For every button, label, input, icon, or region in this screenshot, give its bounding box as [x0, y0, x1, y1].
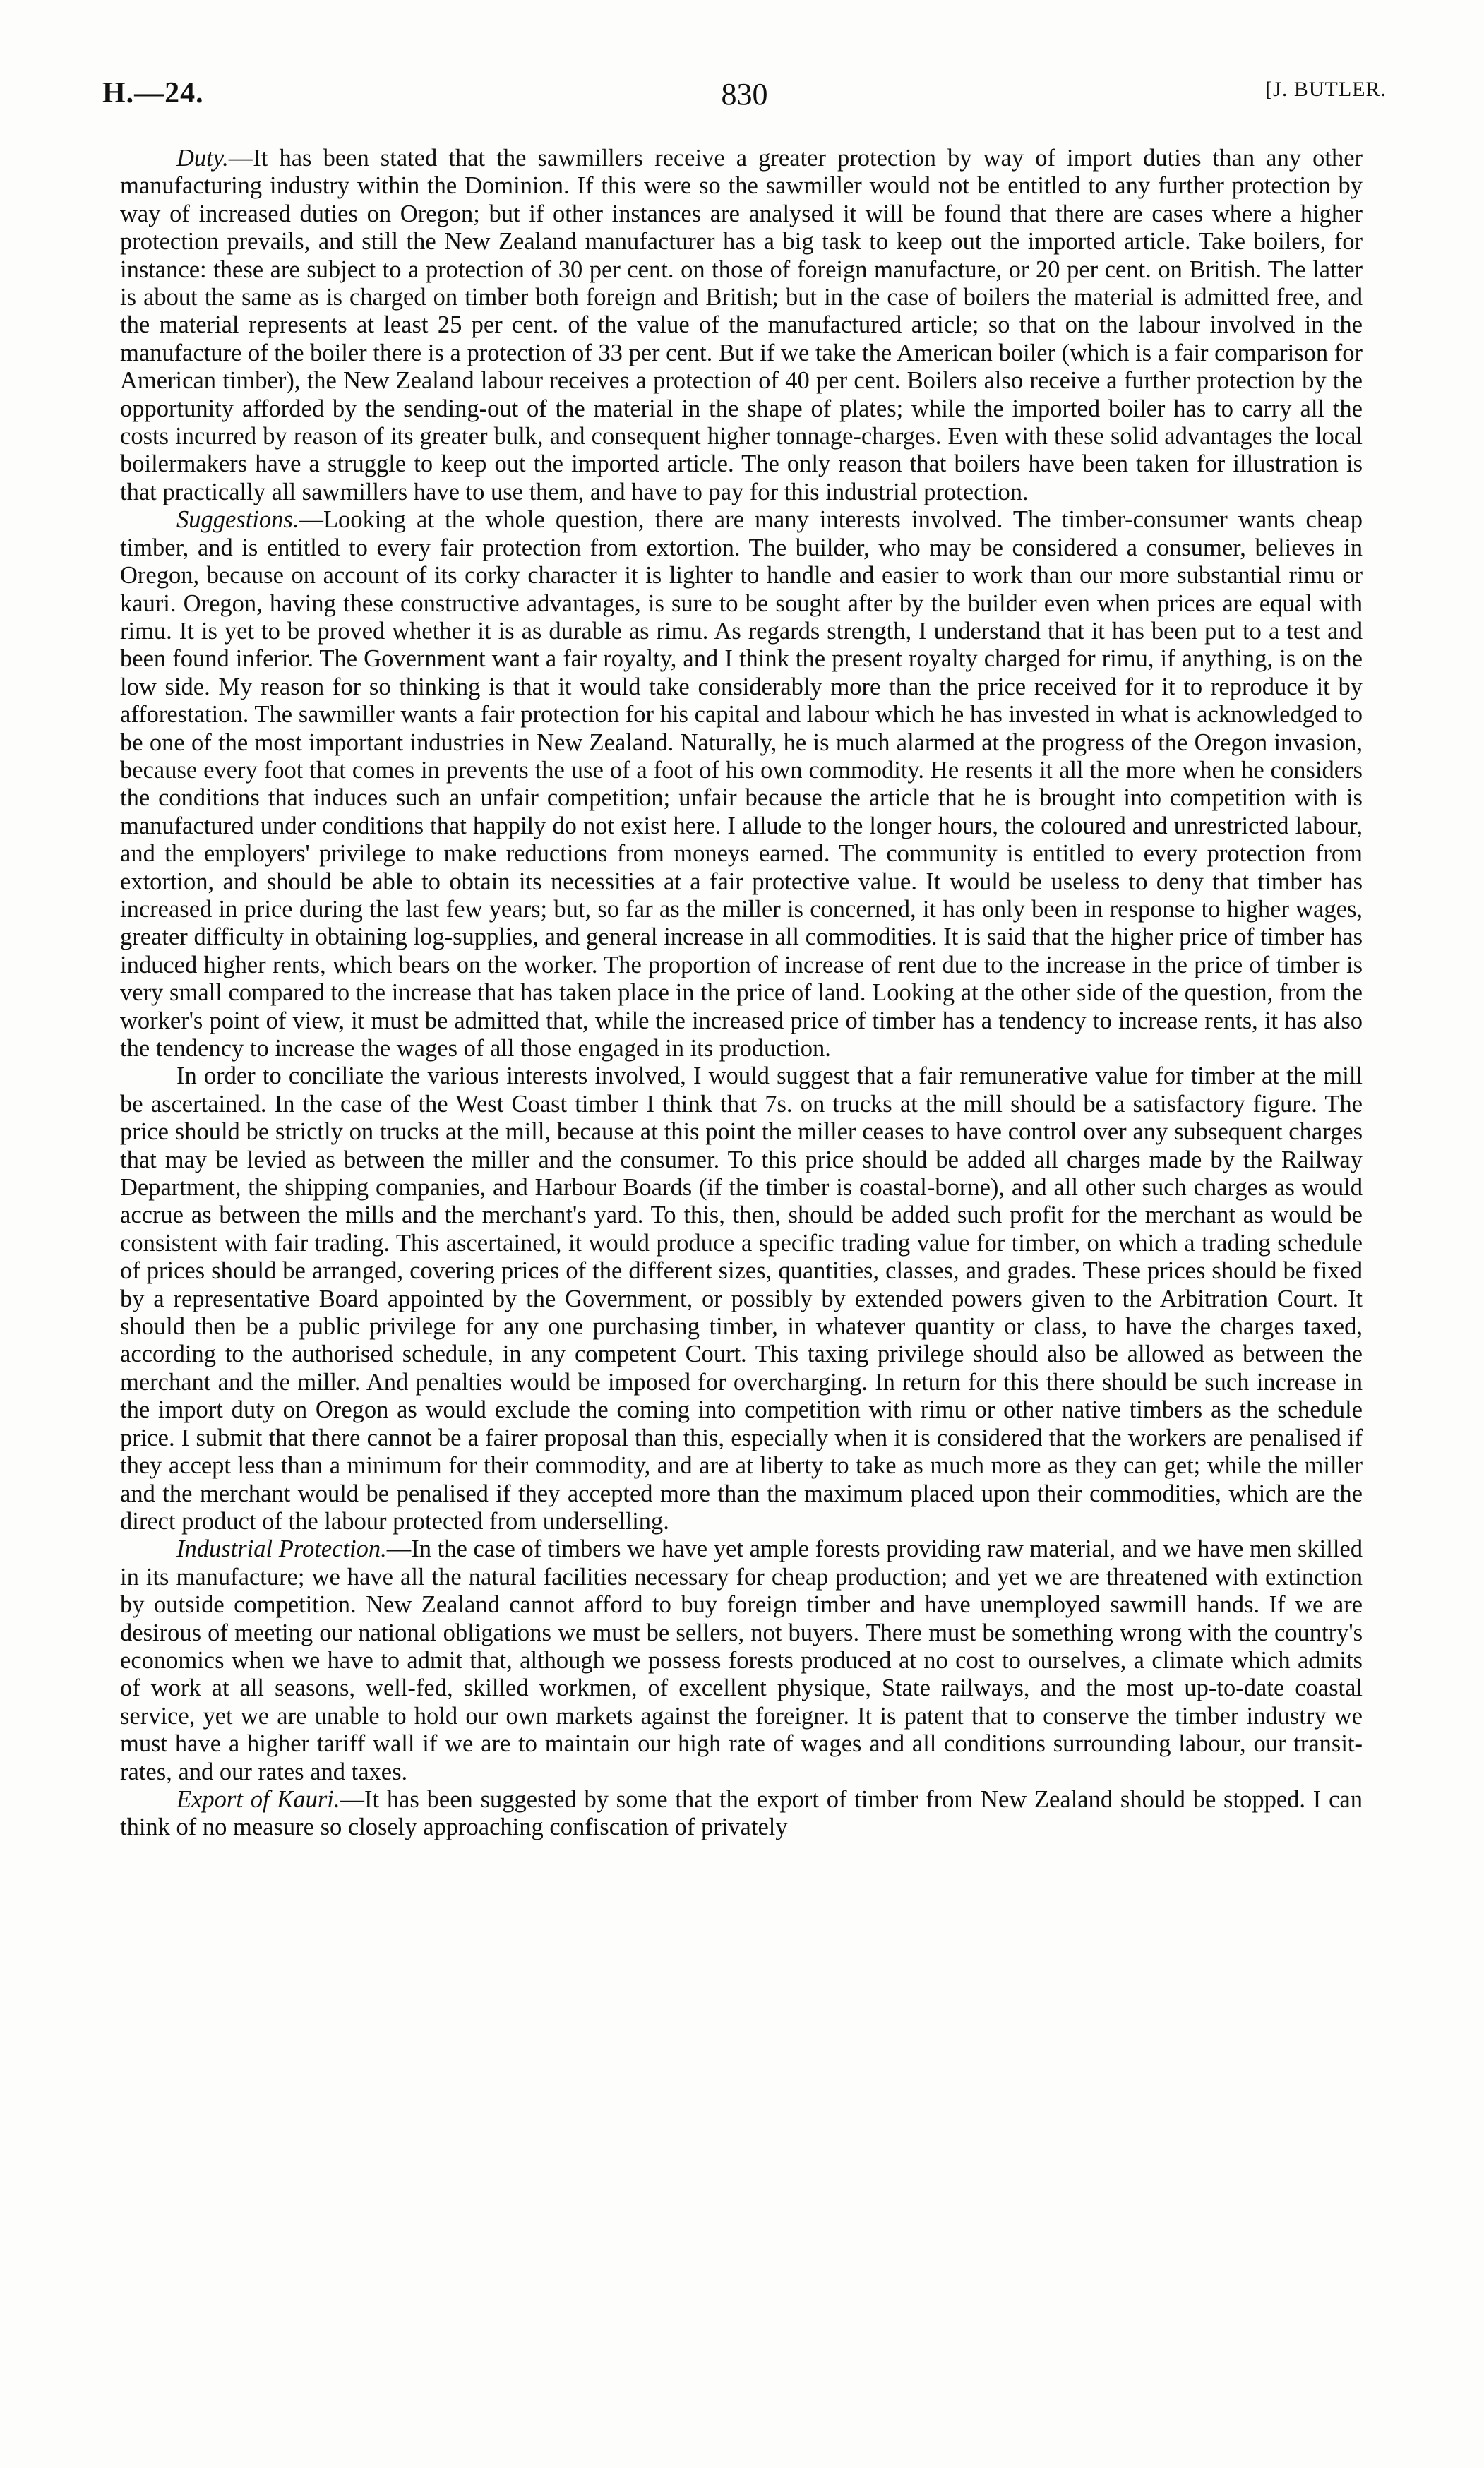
paragraph-text: —It has been stated that the sawmillers receive a greater protection by way of import duties than any other manufacturing industry within the Dominion. If this were so the sawmiller would not be entitled to any further protection by way of increased duties on Oregon; but if other instances are analysed it will be found that there are cases where a higher protection prevails, and still the New Zealand manufacturer has a big task to keep out the imported article. Take boilers, for instance: these are subject to a protection of 30 per cent. on those of foreign manufacture, or 20 per cent. on British. The latter is about the same as is charged on timber both foreign and British; but in the case of boilers the material is admitted free, and the material represents at least 25 per cent. of the value of the manufactured article; so that on the labour involved in the manufacture of the boiler there is a protection of 33 per cent. But if we take the American boiler (which is a fair comparison for American timber), the New Zealand labour receives a protection of 40 per cent. Boilers also receive a further protection by the opportunity afforded by the sending-out of the material in the shape of plates; while the imported boiler has to carry all the costs incurred by reason of its greater bulk, and consequent higher tonnage-charges. Even with these solid advantages the local boilermakers have a struggle to keep out the imported article. The only reason that boilers have been taken for illustration is that practically all sawmillers have to use them, and have to pay for this industrial protection. [120, 145, 1363, 505]
document-code: H.—24. [102, 77, 204, 109]
paragraph-suggestions [120, 506, 1363, 1062]
section-heading-duty: Duty. [176, 145, 229, 172]
paragraph-text: —In the case of timbers we have yet ample forests providing raw material, and we have men skilled in its manufacture; we have all the natural facilities necessary for cheap production; and yet we are threatened with extinction by outside competition. New Zealand cannot afford to buy foreign timber and have unemployed sawmill hands. If we are desirous of meeting our national obligations we must be sellers, not buyers. There must be something wrong with the country's economics when we have to admit that, although we possess forests produced at no cost to ourselves, a climate which admits of work at all seasons, well-fed, skilled workmen, of excellent physique, State railways, and the most up-to-date coastal service, yet we are unable to hold our own markets against the foreigner. It is patent that to conserve the timber industry we must have a higher tariff wall if we are to maintain our high rate of wages and all conditions surrounding labour, our transit-rates, and our rates and taxes. [120, 1535, 1363, 1785]
paragraph-text: —It has been suggested by some that the export of timber from New Zealand should be stopped. I can think of no measure so closely approaching confiscation of privately [120, 1785, 1363, 1841]
paragraph-conciliation [120, 1062, 1363, 1535]
page-header [102, 76, 1387, 121]
section-heading-suggestions: Suggestions. [176, 506, 299, 534]
paragraph-duty [120, 145, 1363, 506]
paragraph-export-of-kauri [120, 1786, 1363, 1842]
page-number: 830 [721, 77, 768, 112]
paragraph-industrial-protection [120, 1535, 1363, 1786]
section-heading-industrial-protection: Industrial Protection. [176, 1535, 387, 1563]
body-text [120, 145, 1363, 1842]
paragraph-text: —Looking at the whole question, there are many interests involved. The timber-consumer wants cheap timber, and is entitled to every fair protection from extortion. The builder, who may be considered a consumer, believes in Oregon, because on account of its corky character it is lighter to handle and easier to work than our more substantial rimu or kauri. Oregon, having these constructive advantages, is sure to be sought after by the builder even when prices are equal with rimu. It is yet to be proved whether it is as durable as rimu. As regards strength, I understand that it has been put to a test and been found inferior. The Government want a fair royalty, and I think the present royalty charged for rimu, if anything, is on the low side. My reason for so thinking is that it would take considerably more than the price received for it to reproduce it by afforestation. The sawmiller wants a fair protection for his capital and labour which he has invested in what is acknowledged to be one of the most important industries in New Zealand. Naturally, he is much alarmed at the progress of the Oregon invasion, because every foot that comes in prevents the use of a foot of his own commodity. He resents it all the more when he considers the conditions that induces such an unfair competition; unfair because the article that he is brought into competition with is manufactured under conditions that happily do not exist here. I allude to the longer hours, the coloured and unrestricted labour, and the employers' privilege to make reductions from moneys earned. The community is entitled to every protection from extortion, and should be able to obtain its necessities at a fair protective value. It would be useless to deny that timber has increased in price during the last few years; but, so far as the miller is concerned, it has only been in response to higher wages, greater difficulty in obtaining log-supplies, and general increase in all commodities. It is said that the higher price of timber has induced higher rents, which bears on the worker. The proportion of increase of rent due to the increase in the price of timber is very small compared to the increase that has taken place in the price of land. Looking at the other side of the question, from the worker's point of view, it must be admitted that, while the increased price of timber has a tendency to increase rents, it has also the tendency to increase the wages of all those engaged in its production. [120, 506, 1363, 1062]
author-name: [J. BUTLER. [1265, 78, 1387, 101]
section-heading-export-of-kauri: Export of Kauri. [176, 1785, 340, 1813]
paragraph-text: In order to conciliate the various interests involved, I would suggest that a fair remunerative value for timber at the mill be ascertained. In the case of the West Coast timber I think that 7s. on trucks at the mill should be a satisfactory figure. The price should be strictly on trucks at the mill, because at this point the miller ceases to have control over any subsequent charges that may be levied as between the miller and the consumer. To this price should be added all charges made by the Railway Department, the shipping companies, and Harbour Boards (if the timber is coastal-borne), and all other such charges as would accrue as between the mills and the merchant's yard. To this, then, should be added such profit for the merchant as would be consistent with fair trading. This ascertained, it would produce a specific trading value for timber, on which a trading schedule of prices should be arranged, covering prices of the different sizes, quantities, classes, and grades. These prices should be fixed by a representative Board appointed by the Government, or possibly by extended powers given to the Arbitration Court. It should then be a public privilege for any one purchasing timber, in whatever quantity or class, to have the charges taxed, according to the authorised schedule, in any competent Court. This taxing privilege should also be allowed as between the merchant and the miller. And penalties would be imposed for overcharging. In return for this there should be such increase in the import duty on Oregon as would exclude the coming into competition with rimu or other native timbers as the schedule price. I submit that there cannot be a fairer proposal than this, especially when it is considered that the workers are penalised if they accept less than a minimum for their commodity, and are at liberty to take as much more as they can get; while the miller and the merchant would be penalised if they accepted more than the maximum placed upon their commodities, which are the direct product of the labour protected from underselling. [120, 1062, 1363, 1535]
